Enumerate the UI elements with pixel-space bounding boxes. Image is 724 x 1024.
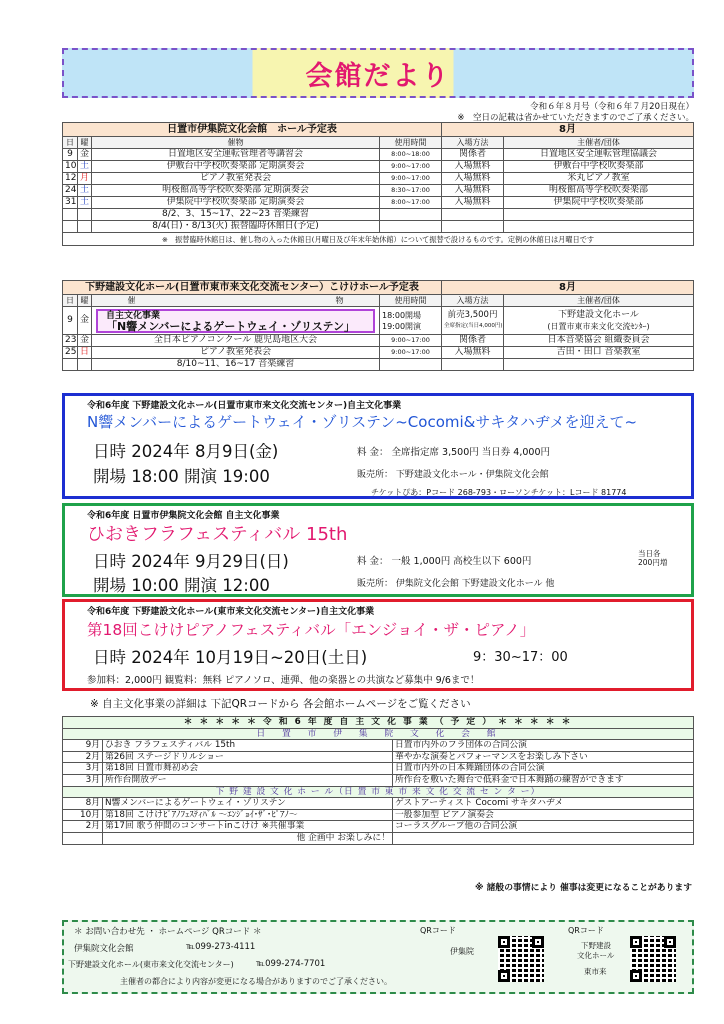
- col-header: 使用時間: [380, 295, 442, 307]
- event-cell: 伊集院中学校吹奏楽部 定期演奏会: [92, 197, 380, 209]
- table-row: [63, 809, 694, 821]
- table-row: [63, 821, 694, 833]
- event-sales-outlets: 販売所： 下野建設文化ホール・伊集院文化会館: [357, 470, 549, 480]
- event-sales-outlets: 販売所： 伊集院文化会館 下野建設文化ホール 他: [357, 579, 555, 589]
- section-heading: 日 置 市 伊 集 院 文 化 会 館: [63, 728, 694, 740]
- event-price: 料 金： 全席指定席 3,500円 当日券 4,000円: [357, 447, 550, 458]
- description-cell: ゲストアーティスト Cocomi サキタハヂメ: [393, 798, 694, 810]
- event-times: 開場 10:00 開演 12:00: [93, 576, 270, 595]
- col-header: [92, 295, 380, 307]
- event-date: 日時 2024年 10月19日~20日(土日): [93, 648, 368, 667]
- qr-code-icon[interactable]: [630, 936, 676, 982]
- time-cell: 9:00~17:00: [380, 347, 442, 359]
- organizer-cell: 日本音楽協会 組織委員会: [504, 335, 694, 347]
- col-header: 主催者/団体: [504, 295, 694, 307]
- col-header: 日: [63, 137, 78, 149]
- event-card-hula: [62, 503, 694, 597]
- qr-label: QRコード: [568, 926, 604, 935]
- event-times: 9：30~17：00: [473, 650, 568, 665]
- event-name: N響メンバーによるゲートウェイ・ゾリステン~Cocomi&サキタハヂメを迎えて~: [87, 413, 638, 431]
- entry-cell: 入場無料: [442, 197, 504, 209]
- event-organizer: 令和6年度 日置市伊集院文化会館 自主文化事業: [87, 511, 280, 521]
- time-cell: 8:30~17:00: [380, 185, 442, 197]
- featured-event-box: [96, 309, 375, 333]
- ticket-codes: チケットぴあ：Pコード 268-793・ローソンチケット：Lコード 81774: [371, 488, 627, 497]
- section-heading: 下 野 建 設 文 化 ホ ー ル（日 置 市 東 市 来 文 化 交 流 セ ン タ ー）: [63, 786, 694, 798]
- event-organizer: 令和6年度 下野建設文化ホール(日置市東市来文化交流センター)自主文化事業: [87, 401, 402, 411]
- entry-cell: 入場無料: [442, 347, 504, 359]
- time-cell: 8:00~17:00: [380, 197, 442, 209]
- col-header: 入場方法: [442, 295, 504, 307]
- month-cell: 3月: [63, 774, 103, 786]
- col-header-part: 物: [335, 296, 344, 305]
- table-title: ＊ ＊ ＊ ＊ ＊ 令 和 6 年 度 自 主 文 化 事 業 （ 予 定 ） ＊ ＊ ＊ ＊ ＊: [63, 717, 694, 729]
- event-card-nkyo: [62, 393, 694, 499]
- ijuin-hall-name: 伊集院文化会館: [74, 944, 134, 954]
- table-row: [63, 149, 694, 161]
- ijuin-hall-phone[interactable]: ℡099-273-4111: [186, 942, 256, 952]
- table-row: [63, 774, 694, 786]
- open-time: 18:00開場: [382, 310, 422, 320]
- planning-note: 他 企画中 お楽しみに！: [103, 832, 393, 844]
- weekday-cell: 金: [78, 335, 92, 347]
- event-cell: 第26回 ステージドリルショー: [103, 751, 393, 763]
- qr-caption: 伊集院: [450, 947, 474, 956]
- description-cell: 華やかな演奏とパフォーマンスをお楽しみ下さい: [393, 751, 694, 763]
- advance-price: 前売3,500円: [447, 309, 498, 320]
- contact-heading: ＊ お問い合わせ先 ・ ホームページ QRコード ＊: [74, 927, 262, 937]
- event-cell: 明桜館高等学校吹奏楽部 定期演奏会: [92, 185, 380, 197]
- table-row: [63, 798, 694, 810]
- table-title: 下野建設文化ホール(日置市東市来文化交流センター）こけけホール予定表: [63, 281, 442, 295]
- organizer-line: 下野建設文化ホール: [558, 309, 639, 320]
- change-notice: ※ 諸般の事情により 催事は変更になることがあります: [474, 883, 692, 893]
- month-cell: 8月: [63, 798, 103, 810]
- issue-date: 令和６年８月号（令和６年７月20日現在）: [530, 102, 694, 112]
- event-cell: N響メンバーによるゲートウェイ・ゾリステン: [103, 798, 393, 810]
- table-month: 8月: [442, 123, 694, 137]
- description-cell: 所作台を敷いた舞台で低料金で日本舞踊の練習ができます: [393, 774, 694, 786]
- qr-notice: ※ 自主文化事業の詳細は 下記QRコードから 各会館ホームページをご覧ください: [90, 698, 471, 710]
- contact-note: 主催者の都合により内容が変更になる場合がありますのでご了承ください。: [120, 977, 392, 986]
- month-cell: 3月: [63, 763, 103, 775]
- qr-caption: 東市来: [584, 967, 607, 976]
- weekday-cell: 土: [78, 185, 92, 197]
- event-organizer: 令和6年度 下野建設文化ホール(東市来文化交流センター)自主文化事業: [87, 607, 375, 617]
- event-date: 日時 2024年 9月29日(日): [93, 552, 289, 571]
- table-row: [63, 751, 694, 763]
- practice-note: 8/2、3、15~17、22~23 音楽練習: [92, 209, 380, 221]
- month-cell: 10月: [63, 809, 103, 821]
- table-row: [63, 347, 694, 359]
- table-title: 日置市伊集院文化会館 ホール予定表: [63, 123, 442, 137]
- qr-caption: 文化ホール: [577, 951, 615, 960]
- description-cell: 日置市内外のフラ団体の合同公演: [393, 740, 694, 752]
- time-cell: 9:00~17:00: [380, 335, 442, 347]
- col-header: 入場方法: [442, 137, 504, 149]
- page-title: 会館だより: [305, 60, 451, 92]
- month-cell: 2月: [63, 751, 103, 763]
- title-banner: [62, 48, 694, 98]
- table-month: 8月: [442, 281, 694, 295]
- contact-box: [62, 920, 694, 994]
- time-cell: 8:00~18:00: [380, 149, 442, 161]
- table-row: [63, 173, 694, 185]
- price-note: 200円増: [638, 558, 668, 567]
- day-cell: 9: [63, 307, 78, 335]
- entry-cell: 関係者: [442, 149, 504, 161]
- weekday-cell: 土: [78, 161, 92, 173]
- col-header: 曜: [78, 137, 92, 149]
- time-cell: 9:00~17:00: [380, 173, 442, 185]
- month-cell: 9月: [63, 740, 103, 752]
- qr-code-icon[interactable]: [498, 936, 544, 982]
- weekday-cell: 月: [78, 173, 92, 185]
- weekday-cell: 土: [78, 197, 92, 209]
- event-cell: 第17回 歌う仲間のコンサートinこけけ ※共催事業: [103, 821, 393, 833]
- organizer-cell: 伊集院中学校吹奏楽部: [504, 197, 694, 209]
- col-header: 主催者/団体: [504, 137, 694, 149]
- table-row: [63, 740, 694, 752]
- table-row: [63, 185, 694, 197]
- qr-caption: 下野建設: [581, 941, 611, 950]
- closure-note: 8/4(日)・8/13(火) 振替臨時休館日(予定): [92, 221, 380, 233]
- table-row: [63, 307, 694, 335]
- kokeke-hall-schedule-table: [62, 280, 694, 371]
- description-cell: 一般参加型 ピアノ演奏会: [393, 809, 694, 821]
- description-cell: 日置市内外の日本舞踊団体の合同公演: [393, 763, 694, 775]
- organizer-cell: 日置地区安全運転管理協議会: [504, 149, 694, 161]
- day-cell: 25: [63, 347, 78, 359]
- time-cell: 9:00~17:00: [380, 161, 442, 173]
- table-row: [63, 763, 694, 775]
- day-cell: 31: [63, 197, 78, 209]
- notice-text: ※ 空日の記載は省かせていただきますのでご了承ください。: [457, 113, 694, 123]
- event-cell: 所作台開放デー: [103, 774, 393, 786]
- annual-events-table: [62, 716, 694, 845]
- col-header: 曜: [78, 295, 92, 307]
- door-price: 全席指定(当日4,000円): [444, 322, 503, 329]
- practice-note: 8/10~11、16~17 音楽練習: [92, 359, 380, 371]
- weekday-cell: 金: [78, 307, 92, 335]
- organizer-cell: 米丸ピアノ教室: [504, 173, 694, 185]
- organizer-cell: 吉田・田口 音楽教室: [504, 347, 694, 359]
- event-cell: 全日本ピアノコンクール 鹿児島地区大会: [92, 335, 380, 347]
- price-note: 当日各: [638, 549, 661, 558]
- event-cell: 第18回 日置市舞初め会: [103, 763, 393, 775]
- month-cell: 2月: [63, 821, 103, 833]
- event-name: 第18回こけけピアノフェスティバル「エンジョイ・ザ・ピアノ」: [87, 621, 536, 639]
- entry-cell: 入場無料: [442, 185, 504, 197]
- col-header: 日: [63, 295, 78, 307]
- organizer-cell: 伊敷台中学校吹奏楽部: [504, 161, 694, 173]
- organizer-line: (日置市東市来文化交流ｾﾝﾀｰ): [547, 321, 650, 331]
- start-time: 19:00開演: [382, 321, 422, 331]
- event-price: 料 金： 一般 1,000円 高校生以下 600円: [357, 556, 532, 567]
- event-cell: 第18回 こけけﾋﾟｱﾉﾌｪｽﾃｨﾊﾞﾙ ～ｴﾝｼﾞｮｲ･ｻﾞ･ﾋﾟｱﾉ～: [103, 809, 393, 821]
- event-cell: 日置地区安全運転管理者等講習会: [92, 149, 380, 161]
- table-row: [63, 161, 694, 173]
- col-header: 催物: [92, 137, 380, 149]
- table-row: [63, 197, 694, 209]
- kokeke-hall-name: 下野建設文化ホール(東市来文化交流センター): [68, 960, 234, 969]
- entry-cell: 入場無料: [442, 161, 504, 173]
- event-cell: ピアノ教室発表会: [92, 347, 380, 359]
- table-footnote: ※ 振替臨時休館日は、催し物の入った休館日(月曜日及び年末年始休館）について振替で設けるものです。定例の休館日は月曜日です: [63, 233, 694, 246]
- qr-label: QRコード: [420, 926, 456, 935]
- ijuin-hall-schedule-table: [62, 122, 694, 246]
- event-times: 開場 18:00 開演 19:00: [93, 467, 270, 486]
- day-cell: 9: [63, 149, 78, 161]
- event-name: ひおきフラフェスティバル 15th: [87, 524, 348, 545]
- weekday-cell: 日: [78, 347, 92, 359]
- event-label: 自主文化事業: [106, 310, 161, 321]
- kokeke-hall-phone[interactable]: ℡099-274-7701: [256, 959, 326, 969]
- event-cell: ひおき フラフェスティバル 15th: [103, 740, 393, 752]
- event-date: 日時 2024年 8月9日(金): [93, 442, 279, 461]
- event-card-piano: [62, 599, 694, 691]
- entry-cell: 入場無料: [442, 173, 504, 185]
- entry-cell: 関係者: [442, 335, 504, 347]
- day-cell: 10: [63, 161, 78, 173]
- event-fee: 参加料：2,000円 観覧料：無料 ピアノソロ、連弾、他の楽器との共演など募集中 9/6まで！: [87, 675, 480, 686]
- organizer-cell: 明桜館高等学校吹奏楽部: [504, 185, 694, 197]
- day-cell: 23: [63, 335, 78, 347]
- event-cell: 伊敷台中学校吹奏楽部 定期演奏会: [92, 161, 380, 173]
- description-cell: コーラスグループ他の合同公演: [393, 821, 694, 833]
- col-header: 使用時間: [380, 137, 442, 149]
- event-cell: ピアノ教室発表会: [92, 173, 380, 185]
- table-row: [63, 335, 694, 347]
- event-cell: [92, 307, 380, 335]
- col-header-part: 催: [127, 296, 136, 305]
- day-cell: 24: [63, 185, 78, 197]
- weekday-cell: 金: [78, 149, 92, 161]
- day-cell: 12: [63, 173, 78, 185]
- event-name: 「N響メンバーによるゲートウェイ・ゾリステン」: [106, 319, 356, 333]
